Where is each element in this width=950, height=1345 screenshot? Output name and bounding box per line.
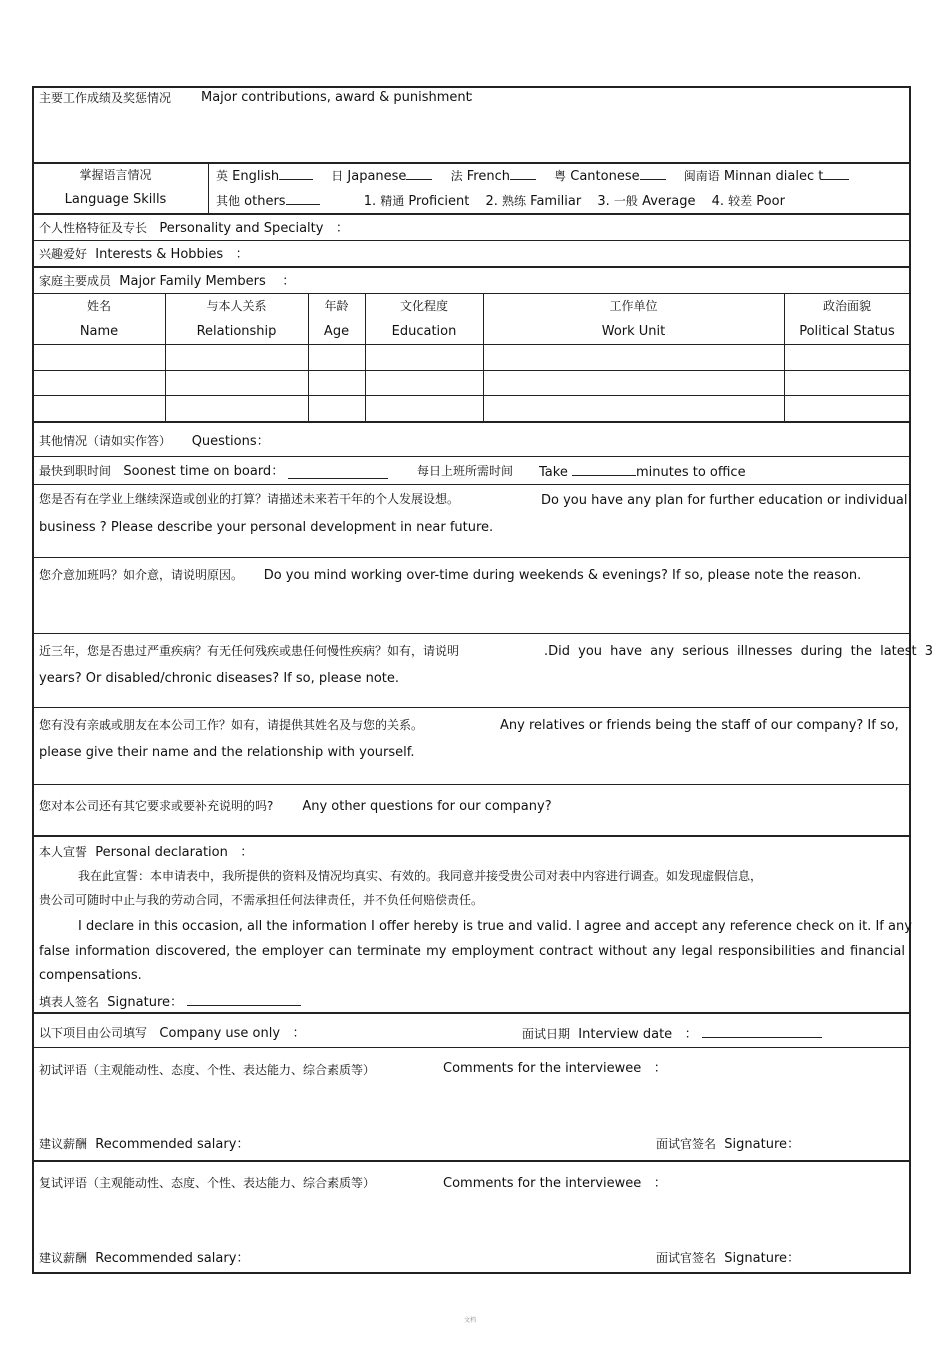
divider bbox=[33, 162, 910, 164]
first-interviewer-signature: 面试官签名 Signature： bbox=[656, 1137, 800, 1152]
declaration-zh-text: 我在此宣誓：本申请表中，我所提供的资料及情况均真实、有效的。我同意并接受贵公司对表中内容进行调查。如发现虚假信息， bbox=[78, 869, 763, 883]
lang-en: Minnan dialec t bbox=[723, 169, 824, 184]
interview-date-input[interactable] bbox=[702, 1025, 822, 1038]
first-comments-label: Comments for the interviewee ： bbox=[443, 1061, 667, 1076]
divider bbox=[33, 1012, 910, 1014]
lang-en: French bbox=[466, 169, 510, 184]
divider bbox=[33, 484, 910, 485]
level-2: 2. 熟练 Familiar bbox=[485, 194, 582, 209]
divider bbox=[33, 1047, 910, 1048]
col-relationship-zh: 与本人关系 bbox=[206, 299, 267, 313]
language-french[interactable] bbox=[451, 169, 536, 184]
contributions-label-en: Major contributions, award & punishment bbox=[201, 90, 471, 105]
plan-question-en: Do you have any plan for further education or individual bbox=[541, 493, 908, 508]
relatives-question-en: Any relatives or friends being the staff of our company? If so, bbox=[500, 718, 899, 733]
company-use-label: 以下项目由公司填写 Company use only ： bbox=[39, 1026, 306, 1041]
interview-date-label: 面试日期 Interview date ： bbox=[522, 1025, 822, 1043]
lang-en: others bbox=[244, 194, 286, 209]
lang-en: Cantonese bbox=[570, 169, 640, 184]
language-japanese[interactable] bbox=[331, 169, 432, 184]
relatives-question-en-cont: please give their name and the relationship with yourself. bbox=[39, 745, 415, 760]
divider bbox=[33, 784, 910, 785]
second-comments-label: Comments for the interviewee ： bbox=[443, 1176, 667, 1191]
divider bbox=[33, 213, 910, 215]
commute-label: 每日上班所需时间 bbox=[417, 464, 514, 478]
commute-field: Take minutes to office bbox=[539, 465, 746, 480]
lang-zh: 日 bbox=[331, 169, 344, 183]
colon: ： bbox=[468, 90, 482, 105]
divider bbox=[33, 557, 910, 558]
divider bbox=[208, 163, 209, 213]
applicant-signature: 填表人签名 Signature： bbox=[39, 993, 301, 1011]
divider bbox=[33, 707, 910, 708]
col-workunit-zh: 工作单位 bbox=[609, 299, 658, 313]
divider bbox=[33, 240, 910, 241]
col-name-en: Name bbox=[79, 324, 119, 339]
language-label-en: Language Skills bbox=[64, 192, 167, 207]
level-4: 4. 较差 Poor bbox=[711, 194, 785, 209]
relatives-question-zh: 您有没有亲戚或朋友在本公司工作？如有，请提供其姓名及与您的关系。 bbox=[39, 718, 424, 732]
divider bbox=[33, 835, 910, 837]
language-others[interactable] bbox=[216, 194, 320, 209]
lang-zh: 粤 bbox=[554, 169, 567, 183]
soonest-label: 最快到职时间 Soonest time on board： bbox=[39, 464, 285, 479]
language-minnan[interactable] bbox=[684, 169, 850, 184]
plan-question-zh: 您是否有在学业上继续深造或创业的打算？请描述未来若干年的个人发展设想。 bbox=[39, 492, 460, 506]
declaration-en-text-end: compensations. bbox=[39, 968, 142, 983]
illness-question-en-cont: years? Or disabled/chronic diseases? If so, please note. bbox=[39, 671, 400, 686]
col-relationship-en: Relationship bbox=[196, 324, 277, 339]
level-1: 1. 精通 Proficient bbox=[363, 194, 470, 209]
second-interview-label: 复试评语（主观能动性、态度、个性、表达能力、综合素质等） bbox=[39, 1176, 376, 1190]
declaration-label: 本人宣誓 Personal declaration ： bbox=[39, 845, 254, 860]
divider bbox=[33, 421, 910, 423]
lang-en: Japanese bbox=[347, 169, 407, 184]
col-education-zh: 文化程度 bbox=[399, 299, 448, 313]
lang-zh: 法 bbox=[450, 169, 463, 183]
language-levels-row bbox=[216, 192, 785, 210]
language-cantonese[interactable] bbox=[554, 169, 666, 184]
footer-text: 文档 bbox=[463, 1317, 476, 1324]
soonest-input[interactable] bbox=[288, 466, 388, 479]
lang-en: English bbox=[232, 169, 280, 184]
lang-zh: 闽南语 bbox=[683, 169, 720, 183]
first-salary-label: 建议薪酬 Recommended salary： bbox=[39, 1137, 250, 1152]
language-english[interactable] bbox=[216, 169, 313, 184]
col-age-en: Age bbox=[323, 324, 350, 339]
plan-question-en-cont: business ? Please describe your personal development in near future. bbox=[39, 520, 494, 535]
questions-label: 其他情况（请如实作答） Questions： bbox=[39, 434, 270, 449]
commute-input[interactable] bbox=[572, 463, 636, 476]
declaration-zh-text-cont: 贵公司可随时中止与我的劳动合同，不需承担任何法律责任，并不负任何赔偿责任。 bbox=[39, 893, 484, 907]
first-interview-label: 初试评语（主观能动性、态度、个性、表达能力、综合素质等） bbox=[39, 1063, 376, 1077]
col-age-zh: 年龄 bbox=[324, 299, 349, 313]
language-items-row bbox=[216, 167, 849, 185]
lang-zh: 其他 bbox=[216, 194, 241, 208]
second-interviewer-signature: 面试官签名 Signature： bbox=[656, 1251, 800, 1266]
second-salary-label: 建议薪酬 Recommended salary： bbox=[39, 1251, 250, 1266]
illness-question-zh: 近三年，您是否患过严重疾病？有无任何残疾或患任何慢性疾病？如有，请说明 bbox=[39, 644, 460, 658]
divider bbox=[33, 456, 910, 457]
language-label-zh: 掌握语言情况 bbox=[79, 168, 152, 182]
declaration-en-text: I declare in this occasion, all the information I offer hereby is true and valid. I agree and accept any reference check on it. If any bbox=[78, 919, 912, 934]
col-education-en: Education bbox=[391, 324, 457, 339]
level-3: 3. 一般 Average bbox=[597, 194, 696, 209]
divider bbox=[33, 633, 910, 634]
illness-question-en: .Did you have any serious illnesses during the latest 3 bbox=[544, 644, 934, 659]
family-label: 家庭主要成员 Major Family Members ： bbox=[39, 274, 296, 289]
other-question: 您对本公司还有其它要求或要补充说明的吗? Any other questions for our company? bbox=[39, 799, 552, 814]
col-political-en: Political Status bbox=[799, 324, 895, 339]
declaration-en-text-cont: false information discovered, the employer can terminate my employment contract without any legal responsibilities and financial bbox=[39, 944, 905, 959]
overtime-question: 您介意加班吗？如介意，请说明原因。 Do you mind working over-time during weekends & evenings? If so, please note the reason. bbox=[39, 568, 862, 583]
contributions-label-zh: 主要工作成绩及奖惩情况 bbox=[39, 91, 172, 105]
personality-label: 个人性格特征及专长 Personality and Specialty ： bbox=[39, 221, 349, 236]
col-name-zh: 姓名 bbox=[86, 299, 111, 313]
signature-input[interactable] bbox=[187, 993, 301, 1006]
col-workunit-en: Work Unit bbox=[601, 324, 666, 339]
divider bbox=[33, 1160, 910, 1162]
lang-zh: 英 bbox=[216, 169, 229, 183]
col-political-zh: 政治面貌 bbox=[822, 299, 871, 313]
divider bbox=[33, 266, 910, 268]
interests-label: 兴趣爱好 Interests & Hobbies ： bbox=[39, 247, 249, 262]
